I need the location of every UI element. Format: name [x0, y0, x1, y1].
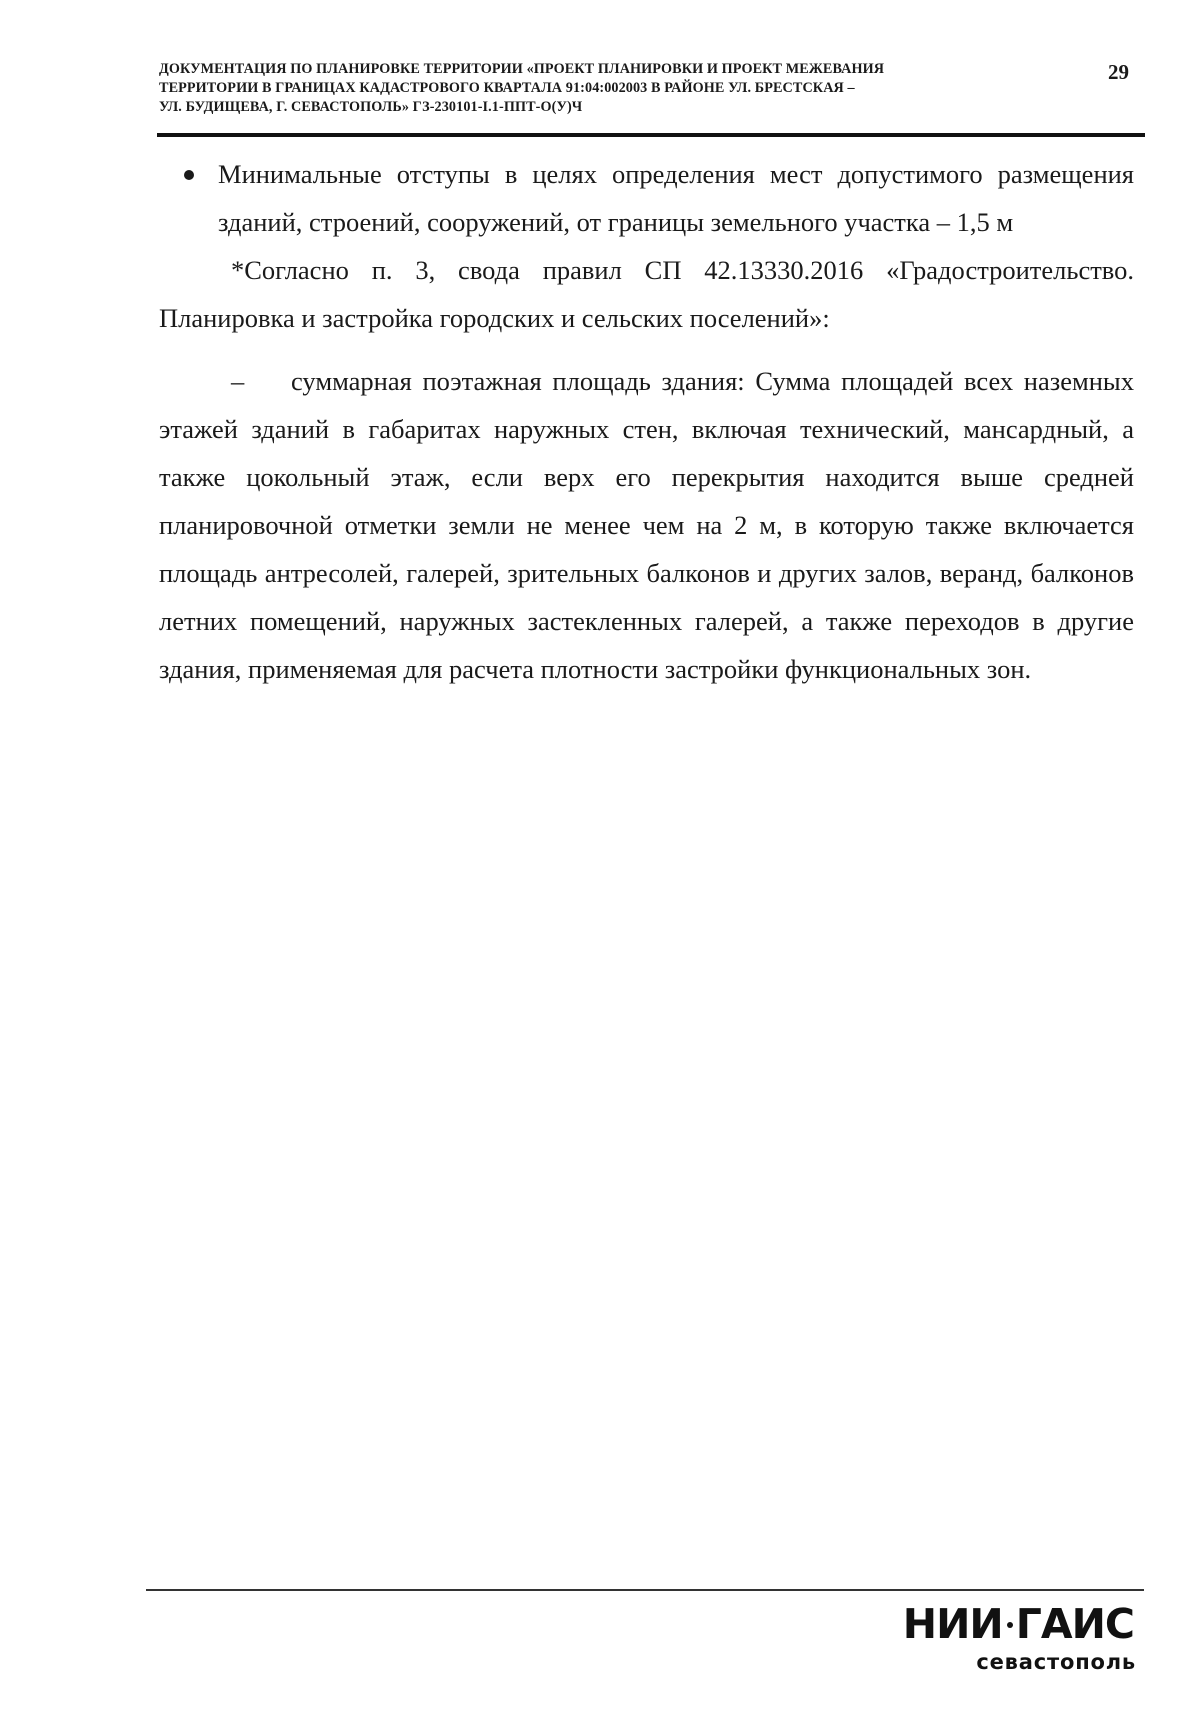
header-line-2: ТЕРРИТОРИИ В ГРАНИЦАХ КАДАСТРОВОГО КВАРТАЛА 91:04:002003 В РАЙОНЕ УЛ. БРЕСТСКАЯ –	[159, 80, 855, 96]
logo-dot-icon	[1007, 1622, 1013, 1628]
logo-part-1: НИИ	[902, 1600, 1003, 1648]
logo-main-text	[903, 1600, 1134, 1648]
logo-part-2: ГАИС	[1015, 1600, 1134, 1648]
header-divider	[157, 133, 1145, 137]
paragraph-spacer	[159, 342, 1134, 357]
document-header	[159, 60, 1059, 117]
bullet-icon	[184, 170, 194, 180]
page-number: 29	[1108, 60, 1129, 84]
document-body	[159, 150, 1134, 693]
logo-subtitle: севастополь	[976, 1650, 1136, 1674]
company-logo	[900, 1600, 1140, 1710]
dash-marker: –	[231, 366, 245, 396]
definition-text: суммарная поэтажная площадь здания: Сумма площадей всех наземных этажей зданий в габаритах наружных стен, включая технический, мансардный, а также цокольный этаж, если верх его перекрытия находится выше средней планировочной отметки земли не менее чем на 2 м, в которую также включается площадь антресолей, галерей, зрительных балконов и других залов, веранд, балконов летних помещений, наружных застекленных галерей, а также переходов в другие здания, применяемая для расчета плотности застройки функциональных зон.	[159, 366, 1134, 684]
bullet-item	[159, 150, 1134, 246]
definition-paragraph	[159, 357, 1134, 693]
note-paragraph: *Согласно п. 3, свода правил СП 42.13330.2016 «Градостроительство. Планировка и застройка городских и сельских поселений»:	[159, 255, 1134, 333]
header-line-3: УЛ. БУДИЩЕВА, Г. СЕВАСТОПОЛЬ» ГЗ-230101-I.1-ППТ-О(У)Ч	[159, 99, 583, 115]
bullet-text: Минимальные отступы в целях определения мест допустимого размещения зданий, строений, сооружений, от границы земельного участка – 1,5 м	[218, 159, 1134, 237]
header-line-1: ДОКУМЕНТАЦИЯ ПО ПЛАНИРОВКЕ ТЕРРИТОРИИ «ПРОЕКТ ПЛАНИРОВКИ И ПРОЕКТ МЕЖЕВАНИЯ	[159, 61, 885, 77]
footer-divider	[146, 1589, 1144, 1591]
